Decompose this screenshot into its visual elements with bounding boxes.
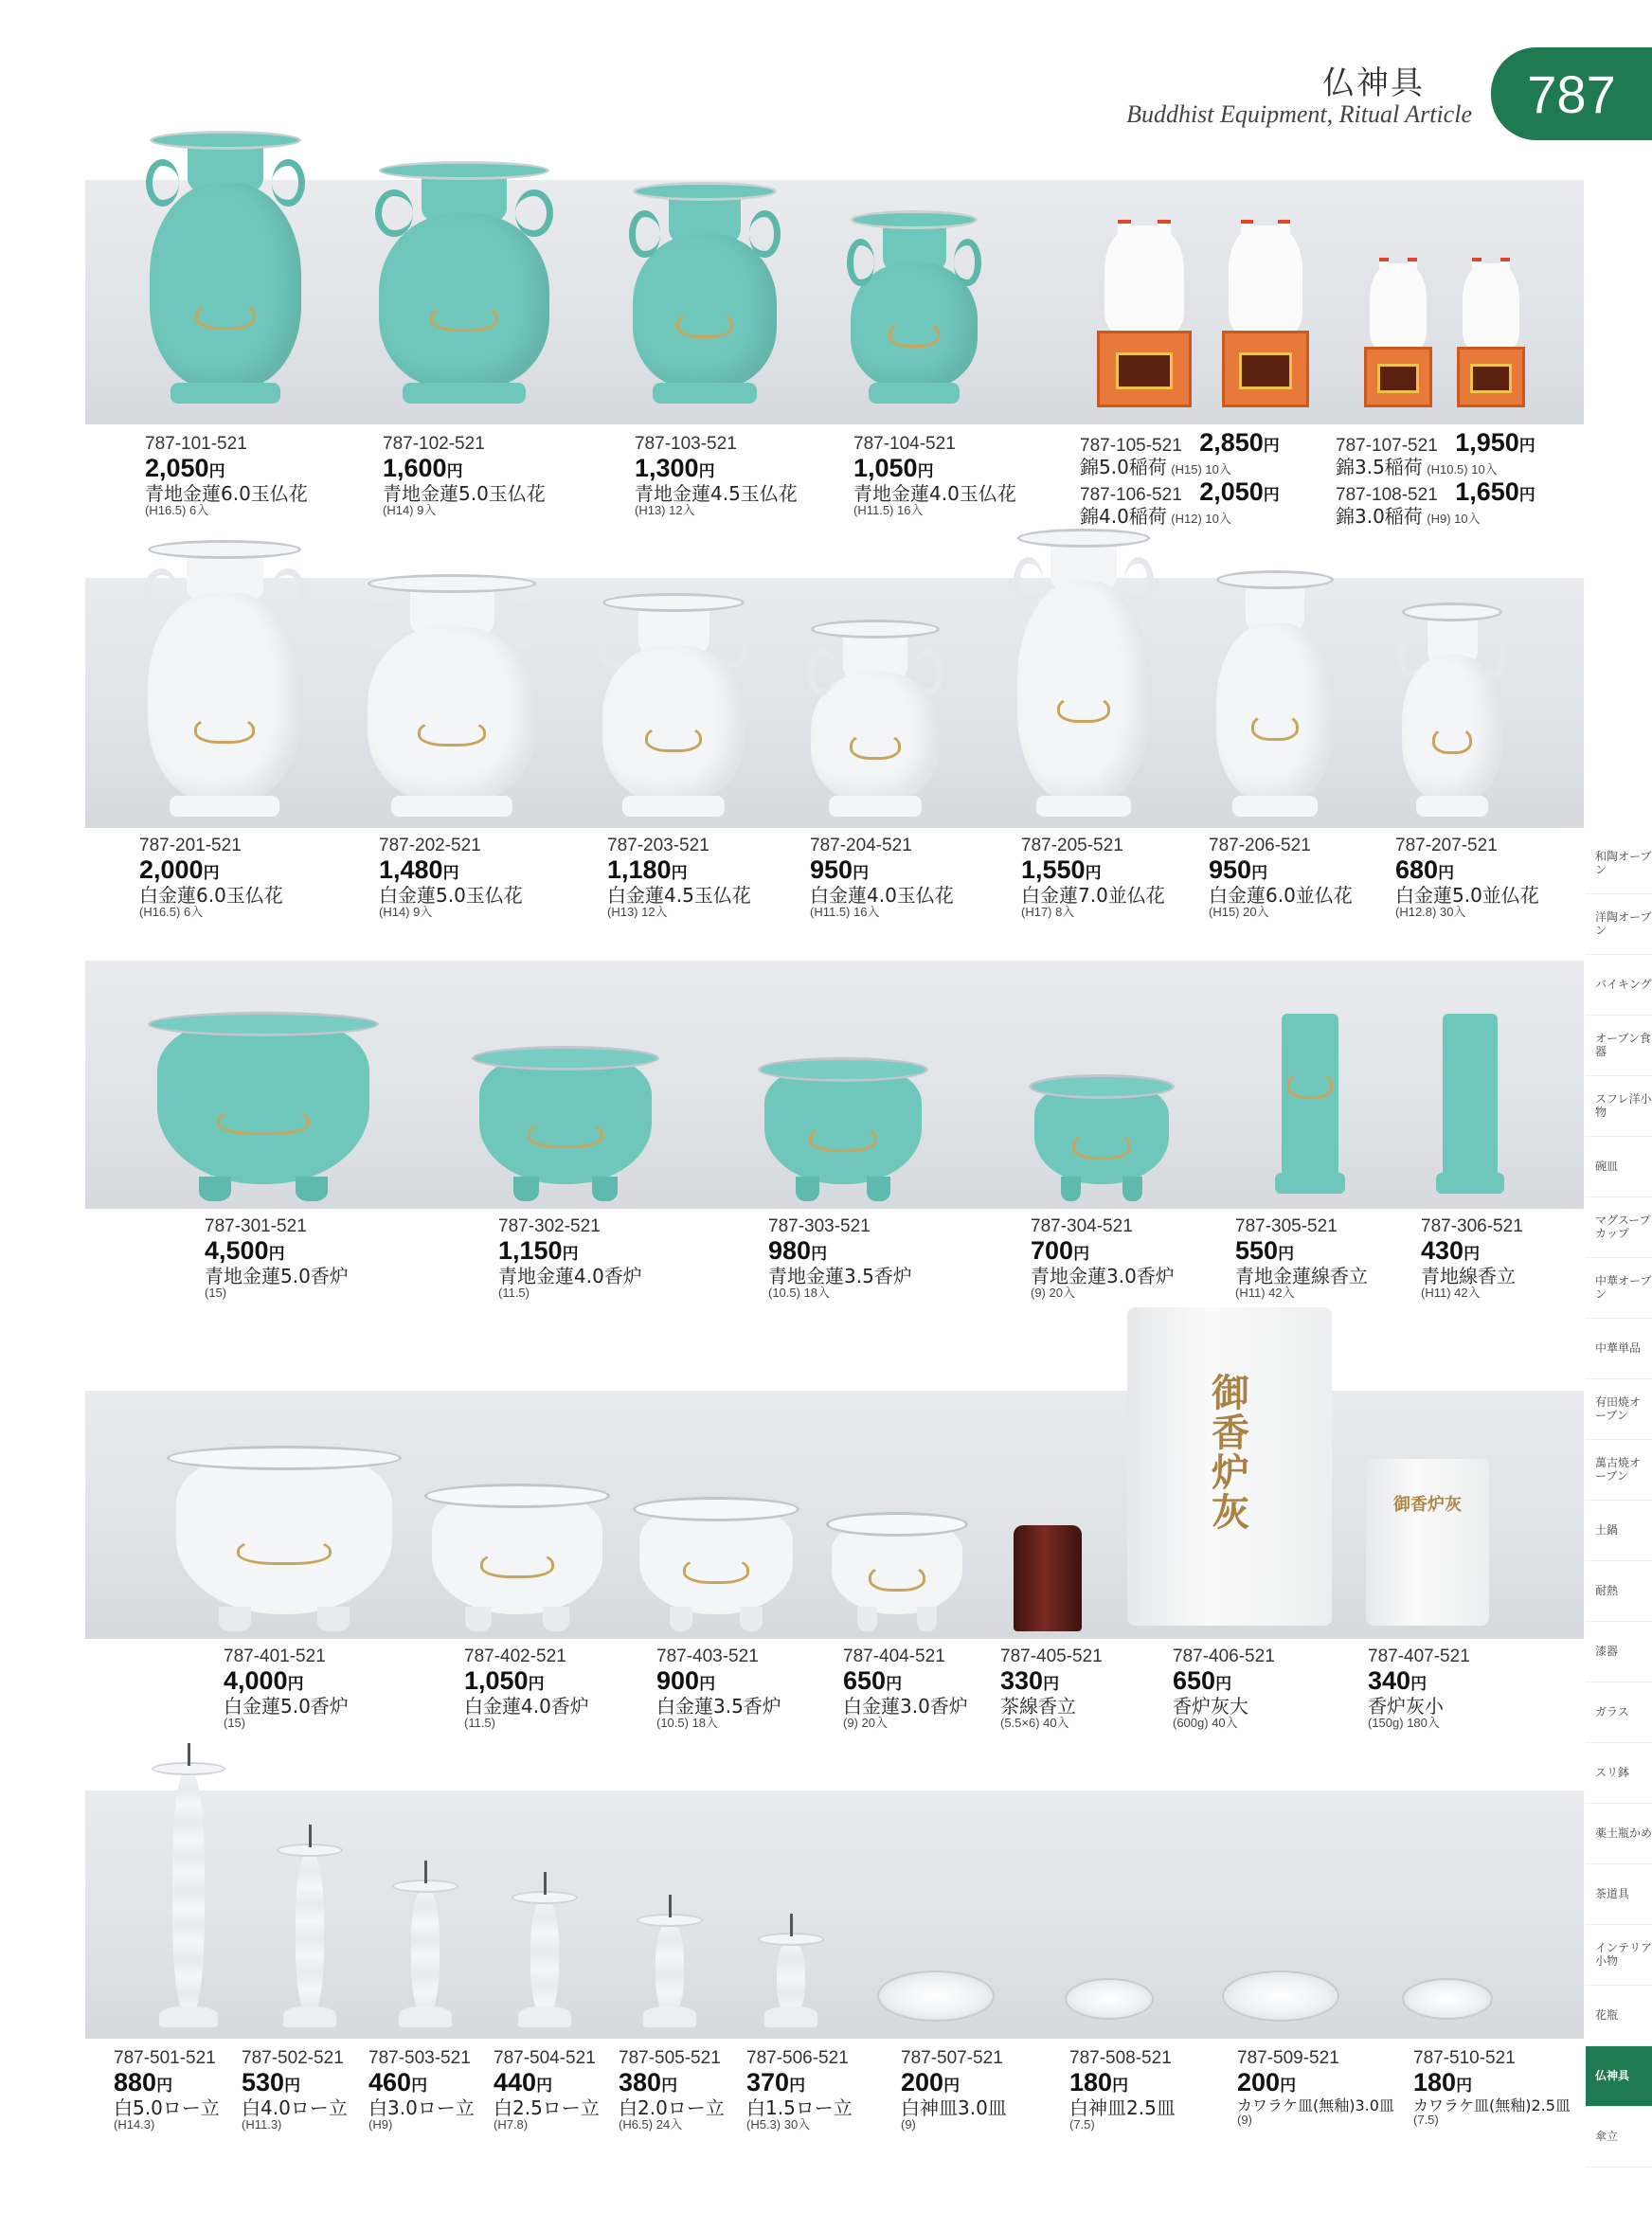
product-label <box>1021 836 1165 919</box>
product-price: 180円 <box>1413 2068 1473 2097</box>
sidebar-category[interactable]: ガラス <box>1586 1682 1652 1743</box>
product-code: 787-405-521 <box>1000 1646 1103 1666</box>
product-name: 白神皿3.0皿 <box>901 2096 1007 2119</box>
vase-205 <box>1017 529 1150 817</box>
product-spec: (H14) 9入 <box>379 904 433 919</box>
dish-509 <box>1222 1970 1339 2022</box>
product-price: 2,050円 <box>145 454 225 483</box>
product-price: 1,550円 <box>1021 855 1102 885</box>
product-label <box>1237 2048 1394 2128</box>
product-label <box>145 434 308 517</box>
product-label <box>1000 1646 1103 1730</box>
product-price: 1,480円 <box>379 855 459 885</box>
product-label <box>1080 428 1280 478</box>
product-spec: (H11) 42入 <box>1235 1285 1295 1300</box>
product-name: カワラケ皿(無釉)2.5皿 <box>1413 2096 1571 2114</box>
product-name: 青地金蓮3.5香炉 <box>768 1264 912 1287</box>
product-price: 1,050円 <box>853 454 934 483</box>
sidebar-category[interactable]: 和陶オーブン <box>1586 834 1652 894</box>
product-spec: (H5.3) 30入 <box>746 2116 811 2132</box>
product-code: 787-203-521 <box>607 836 709 855</box>
product-code: 787-503-521 <box>368 2048 471 2068</box>
incense-holder-405 <box>1014 1525 1082 1631</box>
product-label <box>1080 477 1280 528</box>
product-price: 180円 <box>1069 2068 1129 2097</box>
vase-204 <box>811 620 940 817</box>
product-spec: (H7.8) <box>494 2116 529 2132</box>
product-price: 430円 <box>1421 1236 1481 1266</box>
candle-stand-504 <box>512 1872 578 2027</box>
product-spec: (H11.5) 16入 <box>810 904 880 919</box>
product-code: 787-204-521 <box>810 836 912 855</box>
product-label <box>635 434 798 517</box>
fox-figurine-106 <box>1222 225 1309 407</box>
product-code: 787-510-521 <box>1413 2048 1516 2068</box>
product-code: 787-508-521 <box>1069 2048 1172 2068</box>
page-subtitle: Buddhist Equipment, Ritual Article <box>1126 100 1472 128</box>
product-spec: (H14.3) <box>114 2116 155 2132</box>
product-spec: (H11.5) 16入 <box>853 502 924 517</box>
product-name: 錦5.0稲荷 <box>1080 456 1167 479</box>
product-name: 香炉灰大 <box>1173 1694 1248 1718</box>
product-code: 787-501-521 <box>114 2048 216 2068</box>
incense-burner-401 <box>167 1446 402 1631</box>
product-code: 787-108-521 <box>1336 485 1438 505</box>
product-price: 900円 <box>656 1666 716 1696</box>
product-name: 白金蓮5.0並仏花 <box>1395 883 1539 907</box>
product-name: 青地金蓮3.0香炉 <box>1031 1264 1175 1287</box>
product-label <box>853 434 1016 517</box>
candle-stand-503 <box>392 1861 458 2027</box>
product-spec: (5.5×6) 40入 <box>1000 1715 1069 1730</box>
product-price: 2,850円 <box>1199 428 1280 457</box>
product-label <box>810 836 954 919</box>
product-spec: (H17) 8入 <box>1021 904 1075 919</box>
product-name: 錦4.0稲荷 <box>1080 505 1167 529</box>
product-code: 787-201-521 <box>139 836 242 855</box>
product-name: 香炉灰小 <box>1368 1694 1444 1718</box>
sidebar-category[interactable]: 茶道具 <box>1586 1864 1652 1925</box>
product-code: 787-402-521 <box>464 1646 566 1666</box>
product-price: 200円 <box>901 2068 961 2097</box>
product-label <box>1031 1216 1175 1300</box>
product-price: 4,500円 <box>205 1236 285 1266</box>
product-name: 白金蓮6.0並仏花 <box>1209 883 1353 907</box>
product-label <box>1209 836 1353 919</box>
ash-bag-small <box>1366 1459 1489 1626</box>
product-name: 錦3.5稲荷 <box>1336 456 1423 479</box>
product-spec: (H9) 10入 <box>1427 512 1481 527</box>
product-code: 787-105-521 <box>1080 436 1182 456</box>
product-code: 787-102-521 <box>383 434 485 454</box>
product-code: 787-301-521 <box>205 1216 307 1236</box>
category-index-sidebar <box>1586 834 1652 2168</box>
product-name: 白金蓮3.0香炉 <box>843 1694 968 1718</box>
product-label <box>368 2048 475 2132</box>
product-price: 1,650円 <box>1455 477 1535 506</box>
product-spec: (H10.5) 10入 <box>1427 462 1498 477</box>
product-price: 950円 <box>810 855 870 885</box>
product-spec: (H15) 10入 <box>1171 462 1231 477</box>
product-code: 787-304-521 <box>1031 1216 1133 1236</box>
incense-burner-303 <box>758 1057 928 1201</box>
product-label <box>768 1216 912 1300</box>
candle-stand-506 <box>758 1914 824 2027</box>
product-price: 370円 <box>746 2068 806 2097</box>
sidebar-category[interactable]: 碗皿 <box>1586 1137 1652 1197</box>
product-label <box>1368 1646 1470 1730</box>
product-price: 680円 <box>1395 855 1455 885</box>
product-code: 787-407-521 <box>1368 1646 1470 1666</box>
sidebar-category[interactable]: 傘立 <box>1586 2107 1652 2168</box>
product-price: 440円 <box>494 2068 553 2097</box>
product-spec: (15) <box>224 1715 246 1730</box>
product-code: 787-502-521 <box>242 2048 344 2068</box>
product-label <box>746 2048 853 2132</box>
product-code: 787-506-521 <box>746 2048 849 2068</box>
incense-stand-305 <box>1275 1014 1345 1194</box>
product-code: 787-106-521 <box>1080 485 1182 505</box>
incense-burner-403 <box>633 1497 799 1631</box>
product-spec: (11.5) <box>498 1285 530 1300</box>
product-label <box>1173 1646 1275 1730</box>
sidebar-category[interactable]: 有田焼オーブン <box>1586 1379 1652 1440</box>
sidebar-category[interactable]: 中華単品 <box>1586 1319 1652 1379</box>
incense-burner-404 <box>826 1512 968 1631</box>
photo-band-row1 <box>85 180 1584 424</box>
product-name: 青地金蓮4.5玉仏花 <box>635 481 798 505</box>
product-label <box>1336 477 1535 528</box>
sidebar-category[interactable]: オーブン食器 <box>1586 1016 1652 1076</box>
product-code: 787-202-521 <box>379 836 481 855</box>
product-price: 650円 <box>843 1666 903 1696</box>
product-spec: (9) <box>1237 2113 1252 2128</box>
product-price: 1,180円 <box>607 855 688 885</box>
product-price: 1,050円 <box>464 1666 545 1696</box>
product-price: 4,000円 <box>224 1666 304 1696</box>
dish-507 <box>877 1970 995 2022</box>
product-name: 青地金蓮6.0玉仏花 <box>145 481 308 505</box>
product-name: 白2.5ロー立 <box>494 2096 600 2119</box>
product-code: 787-401-521 <box>224 1646 326 1666</box>
sidebar-category[interactable]: バイキング <box>1586 955 1652 1016</box>
vase-103 <box>633 182 777 404</box>
candle-stand-501 <box>152 1743 225 2027</box>
product-code: 787-406-521 <box>1173 1646 1275 1666</box>
product-code: 787-101-521 <box>145 434 247 454</box>
product-price: 950円 <box>1209 855 1268 885</box>
product-name: カワラケ皿(無釉)3.0皿 <box>1237 2096 1394 2114</box>
product-name: 白金蓮4.5玉仏花 <box>607 883 751 907</box>
product-label <box>498 1216 642 1300</box>
product-price: 1,300円 <box>635 454 715 483</box>
product-spec: (9) 20入 <box>1031 1285 1075 1300</box>
product-label <box>1421 1216 1523 1300</box>
vase-104 <box>851 210 978 404</box>
sidebar-category[interactable]: スフレ洋小物 <box>1586 1076 1652 1137</box>
product-spec: (H16.5) 6入 <box>145 502 209 517</box>
product-label <box>1336 428 1535 478</box>
fox-figurine-105 <box>1097 225 1192 407</box>
product-code: 787-306-521 <box>1421 1216 1523 1236</box>
product-price: 460円 <box>368 2068 428 2097</box>
product-spec: (15) <box>205 1285 227 1300</box>
product-code: 787-507-521 <box>901 2048 1003 2068</box>
product-name: 青地金蓮5.0玉仏花 <box>383 481 546 505</box>
fox-figurine-107 <box>1364 263 1432 407</box>
product-spec: (H16.5) 6入 <box>139 904 204 919</box>
product-price: 550円 <box>1235 1236 1295 1266</box>
product-name: 青地線香立 <box>1421 1264 1516 1287</box>
product-name: 茶線香立 <box>1000 1694 1076 1718</box>
product-label <box>114 2048 220 2132</box>
product-name: 白5.0ロー立 <box>114 2096 220 2119</box>
product-name: 白金蓮5.0玉仏花 <box>379 883 523 907</box>
product-name: 白金蓮3.5香炉 <box>656 1694 781 1718</box>
product-name: 白金蓮4.0香炉 <box>464 1694 589 1718</box>
product-spec: (H11) 42入 <box>1421 1285 1481 1300</box>
product-spec: (600g) 40入 <box>1173 1715 1238 1730</box>
vase-207 <box>1402 603 1502 817</box>
product-name: 白3.0ロー立 <box>368 2096 475 2119</box>
product-code: 787-509-521 <box>1237 2048 1339 2068</box>
product-spec: (H6.5) 24入 <box>619 2116 683 2132</box>
product-price: 340円 <box>1368 1666 1428 1696</box>
product-price: 650円 <box>1173 1666 1232 1696</box>
product-label <box>1069 2048 1176 2132</box>
incense-burner-301 <box>148 1012 379 1201</box>
product-price: 2,050円 <box>1199 477 1280 506</box>
product-name: 白2.0ロー立 <box>619 2096 725 2119</box>
vase-201 <box>148 540 301 817</box>
product-name: 白金蓮7.0並仏花 <box>1021 883 1165 907</box>
vase-102 <box>379 161 549 404</box>
product-label <box>224 1646 349 1730</box>
product-spec: (H12) 10入 <box>1171 512 1231 527</box>
product-label <box>843 1646 968 1730</box>
product-spec: (150g) 180入 <box>1368 1715 1440 1730</box>
sidebar-category[interactable]: 薬土瓶かめ <box>1586 1804 1652 1864</box>
product-code: 787-404-521 <box>843 1646 945 1666</box>
product-code: 787-305-521 <box>1235 1216 1338 1236</box>
product-price: 1,950円 <box>1455 428 1535 457</box>
product-label <box>383 434 546 517</box>
product-label <box>379 836 523 919</box>
product-spec: (H14) 9入 <box>383 502 437 517</box>
product-name: 白金蓮5.0香炉 <box>224 1694 349 1718</box>
sidebar-category[interactable]: 耐熱 <box>1586 1561 1652 1622</box>
sidebar-category[interactable]: 花瓶 <box>1586 1986 1652 2046</box>
product-code: 787-104-521 <box>853 434 956 454</box>
product-price: 700円 <box>1031 1236 1090 1266</box>
product-code: 787-505-521 <box>619 2048 721 2068</box>
product-spec: (9) <box>901 2116 916 2132</box>
sidebar-category[interactable]: 仏神具 <box>1586 2046 1652 2107</box>
product-label <box>464 1646 589 1730</box>
product-code: 787-302-521 <box>498 1216 601 1236</box>
product-spec: (H15) 20入 <box>1209 904 1269 919</box>
page-number-tab: 787 <box>1491 47 1652 140</box>
product-label <box>205 1216 349 1300</box>
product-price: 2,000円 <box>139 855 220 885</box>
product-label <box>1395 836 1539 919</box>
ash-bag-large <box>1127 1307 1332 1626</box>
product-spec: (H13) 12入 <box>635 502 695 517</box>
dish-510 <box>1402 1978 1493 2020</box>
sidebar-category[interactable]: 洋陶オーブン <box>1586 894 1652 955</box>
product-price: 330円 <box>1000 1666 1060 1696</box>
product-price: 530円 <box>242 2068 301 2097</box>
product-label <box>494 2048 600 2132</box>
sidebar-category[interactable]: 土鍋 <box>1586 1501 1652 1561</box>
product-spec: (10.5) 18入 <box>768 1285 831 1300</box>
product-code: 787-103-521 <box>635 434 737 454</box>
page-title: 仏神具 <box>1322 64 1425 102</box>
product-spec: (9) 20入 <box>843 1715 888 1730</box>
product-name: 白4.0ロー立 <box>242 2096 348 2119</box>
product-spec: (10.5) 18入 <box>656 1715 719 1730</box>
product-code: 787-504-521 <box>494 2048 596 2068</box>
product-spec: (H13) 12入 <box>607 904 668 919</box>
product-price: 980円 <box>768 1236 828 1266</box>
product-spec: (11.5) <box>464 1715 495 1730</box>
product-name: 青地金蓮4.0香炉 <box>498 1264 642 1287</box>
product-name: 青地金蓮4.0玉仏花 <box>853 481 1016 505</box>
candle-stand-502 <box>277 1825 343 2027</box>
product-price: 380円 <box>619 2068 678 2097</box>
product-label <box>242 2048 348 2132</box>
product-price: 1,150円 <box>498 1236 579 1266</box>
product-spec: (7.5) <box>1413 2113 1439 2128</box>
dish-508 <box>1065 1978 1154 2020</box>
product-name: 青地金蓮線香立 <box>1235 1264 1368 1287</box>
product-spec: (H11.3) <box>242 2116 282 2132</box>
product-price: 880円 <box>114 2068 173 2097</box>
product-code: 787-303-521 <box>768 1216 871 1236</box>
fox-figurine-108 <box>1457 263 1525 407</box>
product-name: 青地金蓮5.0香炉 <box>205 1264 349 1287</box>
product-label <box>1413 2048 1571 2128</box>
sidebar-category[interactable]: 萬古焼オーブン <box>1586 1440 1652 1501</box>
product-name: 白神皿2.5皿 <box>1069 2096 1176 2119</box>
product-code: 787-206-521 <box>1209 836 1311 855</box>
product-spec: (H12.8) 30入 <box>1395 904 1466 919</box>
ash-bag-label: 御香炉灰 <box>1393 1495 1462 1515</box>
vase-202 <box>368 574 536 817</box>
vase-203 <box>602 593 745 817</box>
product-label <box>619 2048 725 2132</box>
vase-206 <box>1216 570 1334 817</box>
product-label <box>139 836 283 919</box>
product-name: 白1.5ロー立 <box>746 2096 853 2119</box>
incense-burner-304 <box>1029 1074 1175 1201</box>
product-name: 白金蓮6.0玉仏花 <box>139 883 283 907</box>
candle-stand-505 <box>637 1895 703 2027</box>
product-price: 1,600円 <box>383 454 463 483</box>
product-price: 200円 <box>1237 2068 1297 2097</box>
ash-bag-label: 御香炉灰 <box>1212 1371 1249 1535</box>
product-name: 錦3.0稲荷 <box>1336 505 1423 529</box>
incense-burner-402 <box>424 1484 610 1631</box>
sidebar-category[interactable]: スリ鉢 <box>1586 1743 1652 1804</box>
incense-stand-306 <box>1436 1014 1504 1194</box>
sidebar-category[interactable]: インテリア小物 <box>1586 1925 1652 1986</box>
product-code: 787-207-521 <box>1395 836 1498 855</box>
product-code: 787-107-521 <box>1336 436 1438 456</box>
vase-101 <box>150 131 301 404</box>
incense-burner-302 <box>472 1046 659 1201</box>
product-label <box>607 836 751 919</box>
product-spec: (7.5) <box>1069 2116 1095 2132</box>
product-label <box>1235 1216 1368 1300</box>
product-name: 白金蓮4.0玉仏花 <box>810 883 954 907</box>
product-code: 787-403-521 <box>656 1646 759 1666</box>
sidebar-category[interactable]: 漆器 <box>1586 1622 1652 1682</box>
sidebar-category[interactable]: 中華オーブン <box>1586 1258 1652 1319</box>
product-label <box>901 2048 1007 2132</box>
sidebar-category[interactable]: マグスープカップ <box>1586 1197 1652 1258</box>
product-label <box>656 1646 781 1730</box>
product-code: 787-205-521 <box>1021 836 1123 855</box>
product-spec: (H9) <box>368 2116 393 2132</box>
